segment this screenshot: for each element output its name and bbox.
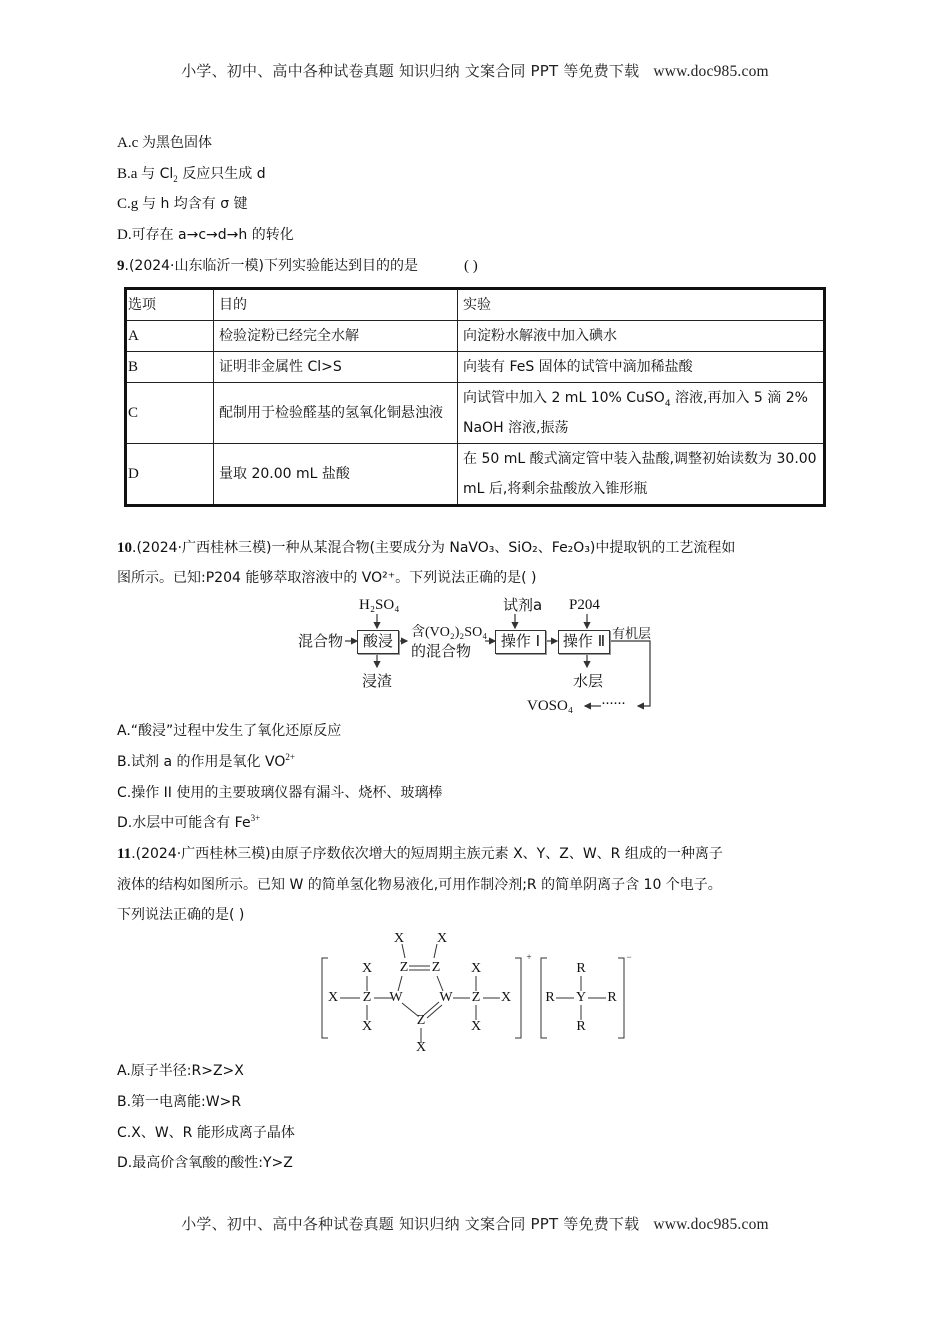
q11-stem-line3 [117,905,244,925]
atom-x: X [361,961,373,976]
q10-stem-line1 [117,538,735,558]
flow-organic-layer: 有机层 [612,627,652,642]
atom-z: Z [431,960,441,975]
question-source: .(2024·山东临沂一模) [124,258,264,274]
experiment-table [124,287,826,507]
atom-x: X [393,931,405,946]
atom-y: Y [575,990,587,1005]
row-option: A [126,321,214,352]
row-option: C [126,383,214,444]
process-flowchart [295,596,665,714]
question-stem: 液体的结构如图所示。已知 W 的简单氢化物易液化,可用作制冷剂;R 的简单阴离子含 10 个电子。 [117,877,722,893]
atom-w: W [439,990,453,1005]
flow-intermediate-2: 的混合物 [411,642,472,660]
flow-reagent-a: 试剂a [503,596,543,614]
row-experiment: 向淀粉水解液中加入碘水 [458,321,825,352]
atom-x: X [327,990,339,1005]
q11-option-d [117,1153,293,1173]
header-goal: 目的 [214,289,458,321]
q10-option-d [117,813,260,833]
option-text: 为黑色固体 [142,135,212,151]
option-text: B.第一电离能:W>R [117,1094,242,1110]
question-stem: 下列说法正确的是( ) [117,907,245,923]
flow-residue: 浸渣 [362,672,393,690]
q8-option-b [117,164,266,184]
atom-r: R [576,961,586,976]
question-stem: 图所示。已知:P204 能够萃取溶液中的 VO²⁺。下列说法正确的是( ) [117,570,537,586]
option-text: B.试剂 a 的作用是氧化 VO [117,754,286,770]
question-number: 10 [117,540,132,556]
option-text: 与 h 均含有 σ 键 [142,196,248,212]
banner-url[interactable]: www.doc985.com [653,1216,769,1233]
flow-step-op2: 操作 Ⅱ [558,630,610,654]
option-prefix: B.a [117,166,142,182]
question-stem: .(2024·广西桂林三模)一种从某混合物(主要成分为 NaVO₃、SiO₂、Fe₂O₃)中提取钒的工艺流程如 [132,540,736,556]
atom-x: X [361,1019,373,1034]
atom-z: Z [416,1013,426,1028]
flow-product: VOSO₄ [527,698,574,714]
atom-x: X [436,931,448,946]
atom-z: Z [362,990,372,1005]
q8-option-a [117,133,212,153]
q8-option-d [117,225,294,245]
flow-aqueous-layer: 水层 [573,672,604,690]
q8-option-c [117,194,248,214]
row-experiment: 向装有 FeS 固体的试管中滴加稀盐酸 [458,352,825,383]
table-row [126,352,825,383]
option-text: C.操作 II 使用的主要玻璃仪器有漏斗、烧杯、玻璃棒 [117,785,443,801]
experiment-text: 向试管中加入 2 mL 10% CuSO [463,390,665,406]
row-option: B [126,352,214,383]
question-stem: 下列实验能达到目的的是 [263,258,418,274]
q11-option-b [117,1092,241,1112]
table-row [126,383,825,444]
header-banner [0,60,950,81]
question-stem: .(2024·广西桂林三模)由原子序数依次增大的短周期主族元素 X、Y、Z、W、R 组成的一种离子 [131,846,723,862]
banner-text: 小学、初中、高中各种试卷真题 知识归纳 文案合同 PPT 等免费下载 [181,62,640,80]
answer-blank[interactable]: ( ) [463,258,478,274]
q10-option-c [117,783,442,803]
q11-stem-line2 [117,875,722,895]
atom-x: X [470,1019,482,1034]
cation-charge: + [526,952,532,962]
atom-x: X [470,961,482,976]
option-text: A.“酸浸”过程中发生了氧化还原反应 [117,723,342,739]
anion-charge: − [626,952,632,962]
q11-option-a [117,1061,244,1081]
q10-stem-line2 [117,568,537,588]
row-experiment [458,383,825,444]
footer-banner [0,1213,950,1234]
superscript: 3+ [250,813,261,823]
row-experiment: 在 50 mL 酸式滴定管中装入盐酸,调整初始读数为 30.00 mL 后,将剩余盐酸放入锥形瓶 [458,444,825,506]
q11-stem-line1 [117,844,723,864]
option-text: C.X、W、R 能形成离子晶体 [117,1125,295,1141]
option-text: 与 Cl [141,166,174,182]
experiment-text: 溶液,再加入 5 滴 2% NaOH 溶液,振荡 [463,390,808,436]
flow-input: 混合物 [298,632,344,650]
question-number: 9 [117,258,125,274]
atom-x: X [500,990,512,1005]
q9-stem [117,256,478,276]
atom-r: R [576,1019,586,1034]
table-header-row [126,289,825,321]
flow-reagent-p204: P204 [569,597,600,613]
flow-reagent-h2so4: H₂SO₄ [359,597,400,613]
row-goal: 配制用于检验醛基的氢氧化铜悬浊液 [214,383,458,444]
atom-x: X [415,1040,427,1055]
header-option: 选项 [126,289,214,321]
option-prefix: A.c [117,135,142,151]
ionic-liquid-structure [318,928,633,1056]
option-text: D.最高价含氧酸的酸性:Y>Z [117,1155,293,1171]
option-text: D.水层中可能含有 Fe [117,815,251,831]
option-text: 反应只生成 d [177,166,266,182]
q10-option-a [117,721,341,741]
row-goal: 量取 20.00 mL 盐酸 [214,444,458,506]
table-row [126,321,825,352]
flow-step-op1: 操作 Ⅰ [495,630,546,654]
banner-url[interactable]: www.doc985.com [653,63,769,80]
option-text: A.原子半径:R>Z>X [117,1063,244,1079]
option-text: 可存在 a→c→d→h 的转化 [131,227,294,243]
subscript: 2 [173,174,178,184]
atom-z: Z [471,990,481,1005]
q10-option-b [117,752,295,772]
header-experiment: 实验 [458,289,825,321]
flow-intermediate: 含(VO₂)₂SO₄ [411,625,488,640]
superscript: 2+ [285,752,295,762]
flow-step-acid-leach: 酸浸 [357,630,399,654]
flow-dots: ······ [601,696,625,712]
atom-w: W [389,990,403,1005]
atom-r: R [607,990,617,1005]
row-option: D [126,444,214,506]
option-prefix: D. [117,227,132,243]
q11-option-c [117,1123,295,1143]
question-number: 11 [117,846,132,862]
atom-z: Z [399,960,409,975]
subscript: 4 [664,398,671,409]
row-goal: 检验淀粉已经完全水解 [214,321,458,352]
banner-text: 小学、初中、高中各种试卷真题 知识归纳 文案合同 PPT 等免费下载 [181,1215,640,1233]
table-row [126,444,825,506]
option-prefix: C.g [117,196,143,212]
row-goal: 证明非金属性 Cl>S [214,352,458,383]
atom-r: R [545,990,555,1005]
